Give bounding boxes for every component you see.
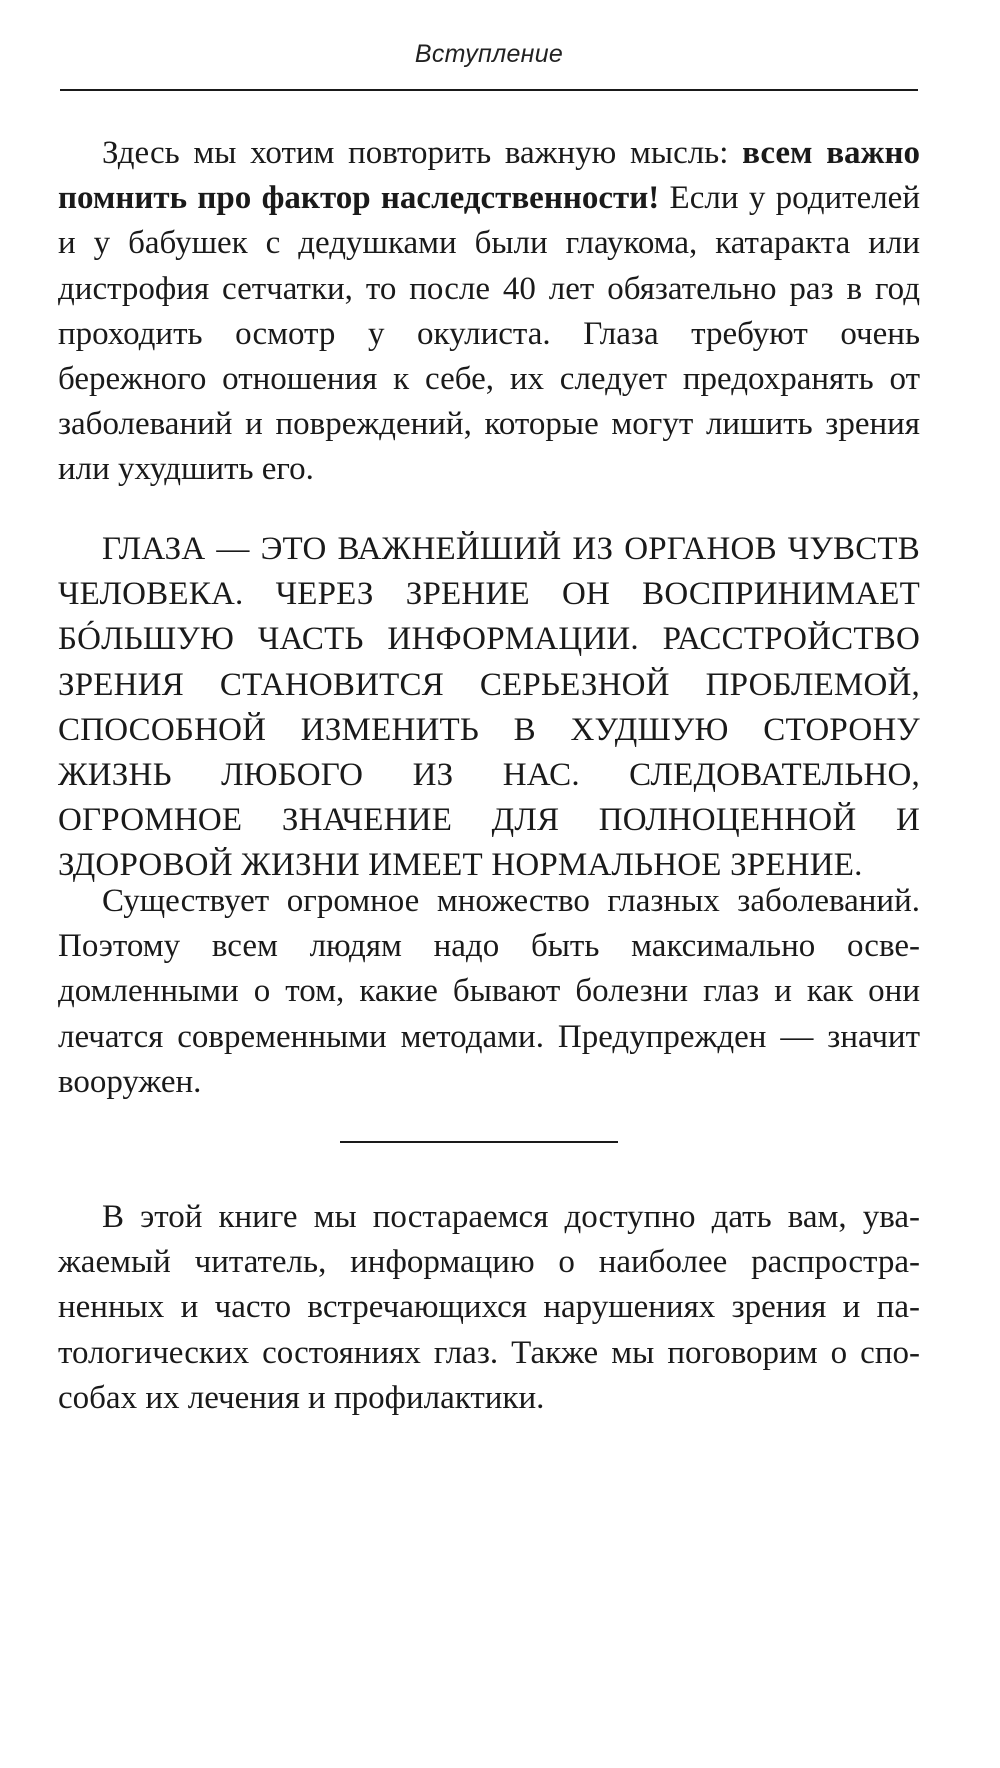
- paragraph-eyes-importance: ГЛАЗА — ЭТО ВАЖНЕЙШИЙ ИЗ ОРГАНОВ ЧУВСТВ ЧЕЛОВЕКА. ЧЕРЕЗ ЗРЕНИЕ ОН ВОСПРИНИМАЕТ БÓЛЬШУЮ ЧАСТЬ ИНФОРМАЦИИ. РАССТРОЙСТВО ЗРЕНИЯ СТАНОВИТСЯ СЕРЬЕЗНОЙ ПРОБЛЕМОЙ, СПОСОБНОЙ ИЗМЕНИТЬ В ХУДШУЮ СТОРОНУ ЖИЗНЬ ЛЮБОГО ИЗ НАС. СЛЕДОВАТЕЛЬНО, ОГРОМНОЕ ЗНАЧЕНИЕ ДЛЯ ПОЛНОЦЕННОЙ И ЗДОРОВОЙ ЖИЗНИ ИМЕЕТ НОРМАЛЬНОЕ ЗРЕНИЕ.: [58, 531, 920, 884]
- header-rule: [60, 89, 918, 91]
- paragraph-book-purpose: В этой книге мы постараемся доступно дать вам, уважаемый читатель, информацию о наиболее распространенных и часто встречающихся нарушениях зрения и патологических состояниях глаз. Также мы поговорим о способах их лечения и профилактики.: [58, 1199, 920, 1416]
- section-divider: [340, 1141, 618, 1143]
- paragraph-heredity-lead: Здесь мы хотим повторить важную мысль:: [102, 135, 743, 171]
- paragraph-heredity-rest: Если у родителей и у бабушек с дедушками были глаукома, катаракта или дистрофия сетчатки, то после 40 лет обязательно раз в год проходить осмотр у окулиста. Глаза требуют очень бережного отношения к себе, их следует предохранять от заболеваний и повреждений, которые могут лишить зрения или ухудшить его.: [58, 180, 920, 488]
- paragraph-eye-diseases: Существует огромное множество глазных заболеваний. Поэтому всем людям надо быть максимально осведомленными о том, какие бывают болезни глаз и как они лечатся современными методами. Предупрежден — значит вооружен.: [58, 883, 920, 1100]
- running-header: Вступление: [414, 40, 564, 68]
- paragraph-heredity-emphasis: всем важно помнить про фактор наследственности!: [58, 135, 921, 217]
- paragraph-heredity: [58, 131, 920, 493]
